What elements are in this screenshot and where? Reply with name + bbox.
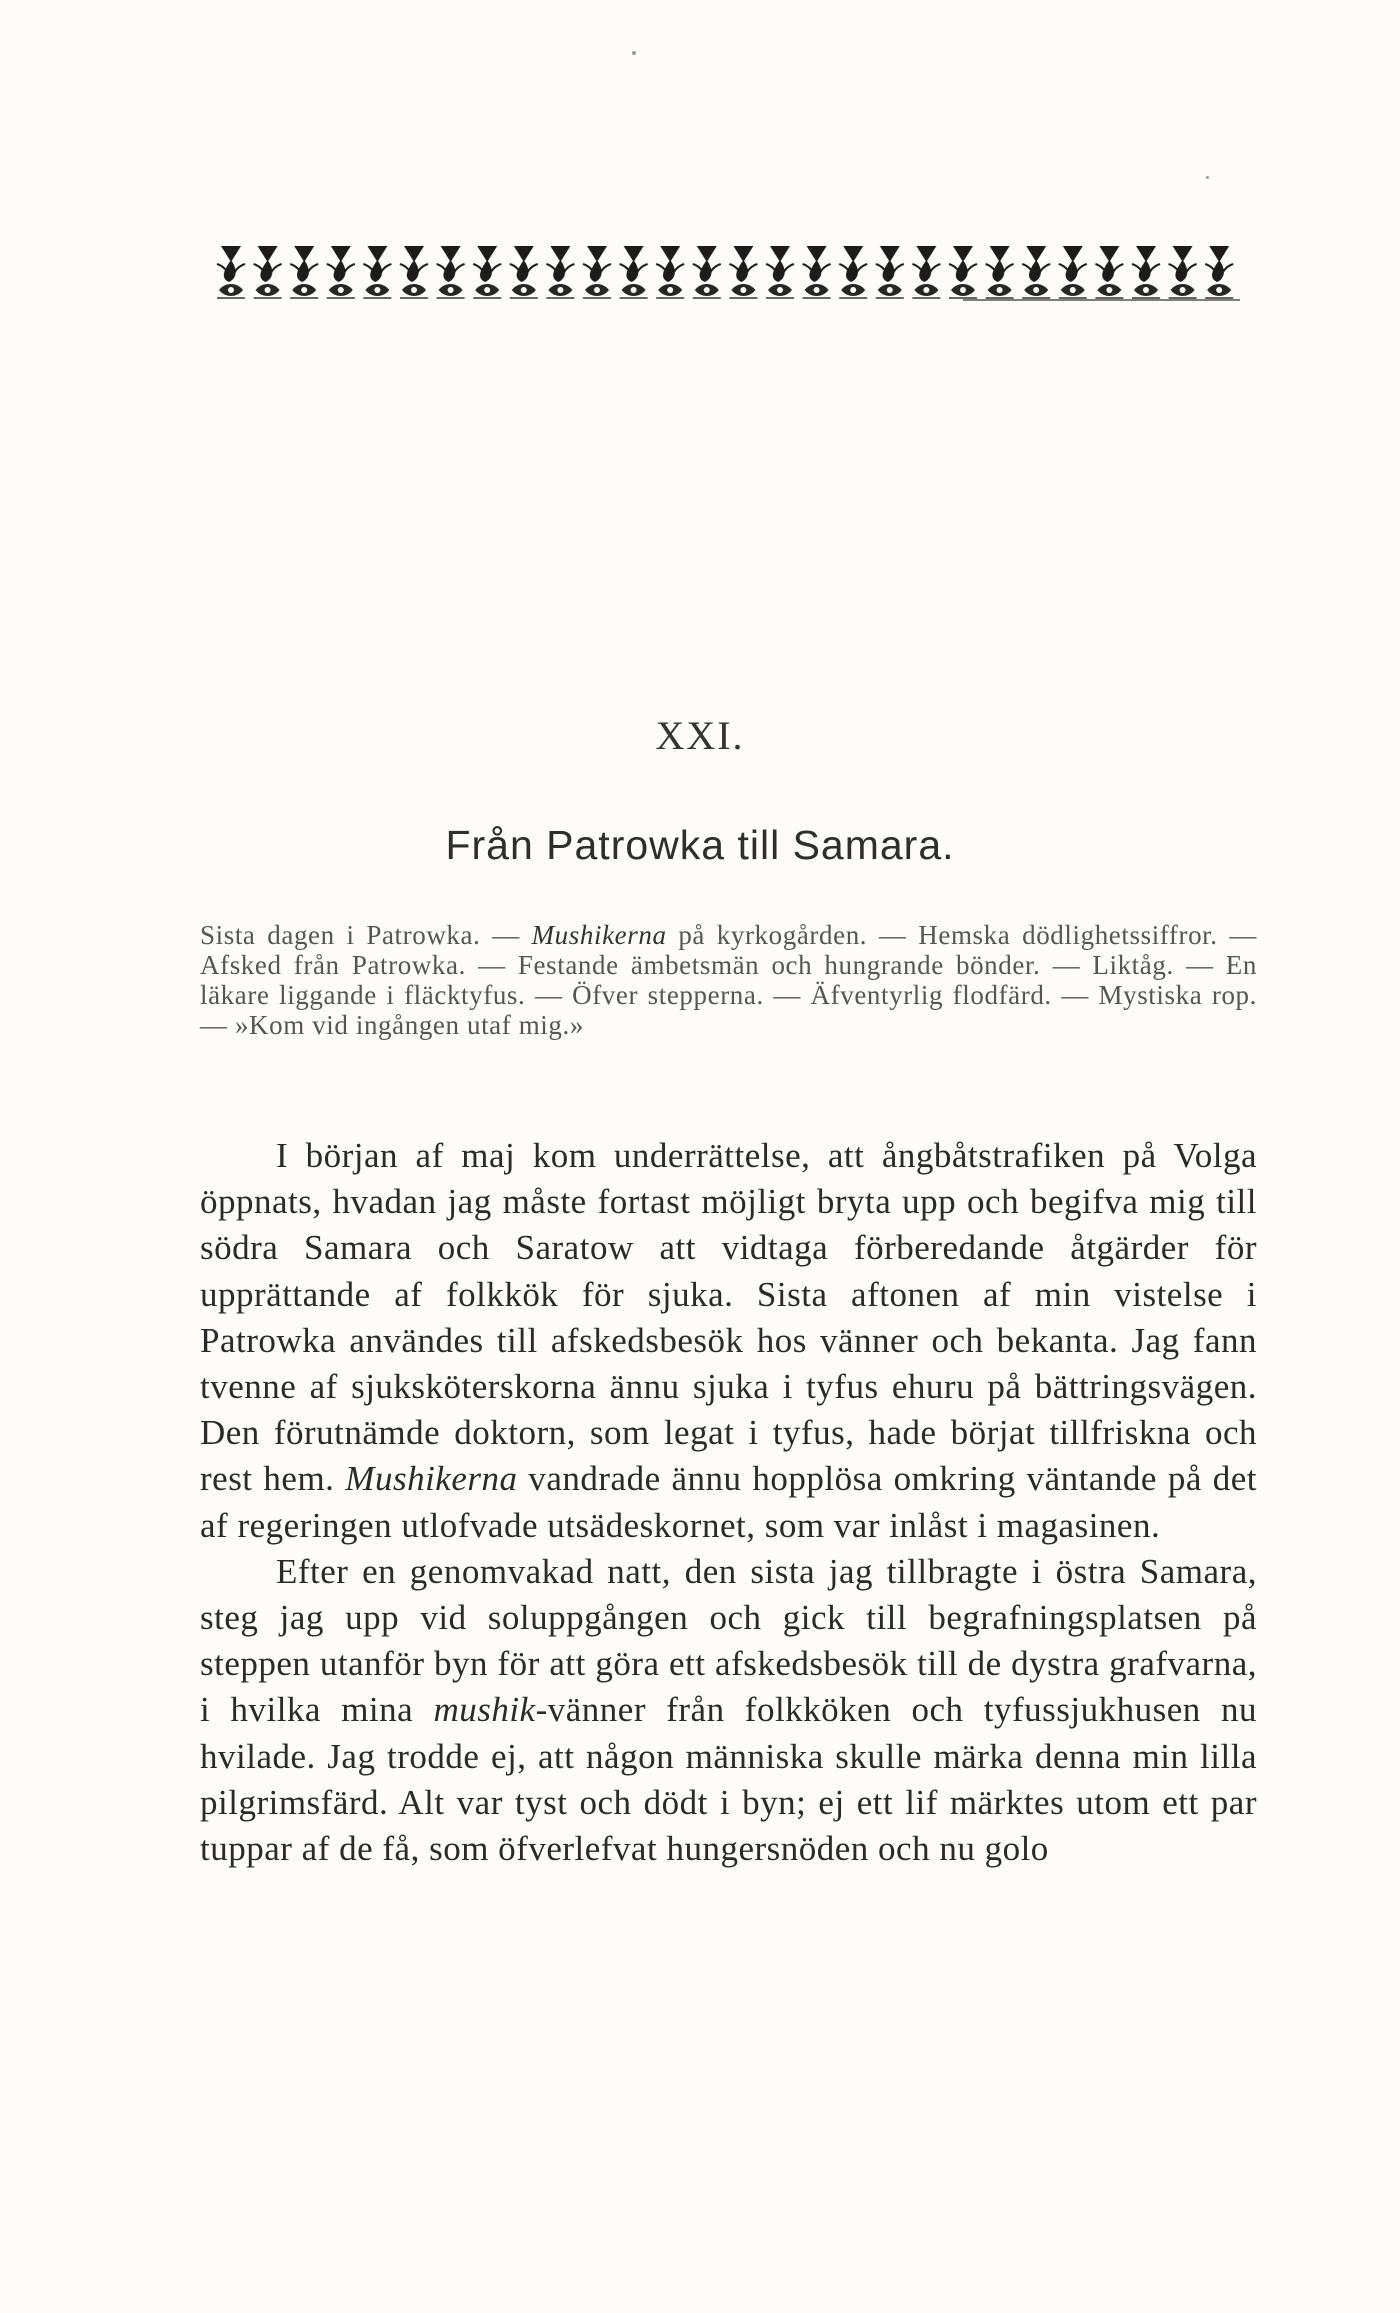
chapter-summary (200, 920, 1257, 1040)
summary-text: Sista dagen i Patrowka. — (200, 920, 532, 950)
print-speck (632, 51, 636, 55)
summary-italic-term: Mushikerna (531, 920, 667, 950)
chapter-number: XXI. (655, 713, 745, 758)
italic-term: mushik (433, 1690, 536, 1730)
italic-term: Mushikerna (345, 1459, 518, 1499)
paragraph-text: -vänner från folkköken och tyfussjukhusen nu hvilade. Jag trodde ej, att någon människa skulle märka denna min lilla pilgrimsfärd. Alt var tyst och dödt i byn; ej ett lif märktes utom ett par tuppar af de få, som öfverlefvat hungersnöden och nu golo (200, 1690, 1257, 1869)
print-speck (1206, 176, 1209, 179)
chapter-title: Från Patrowka till Samara. (445, 822, 955, 868)
paragraph (200, 1133, 1257, 1549)
summary-text: på kyrkogården. — Hemska dödlighetssiffror. — Afsked från Patrowka. — Festande ämbetsmän och hungrande bönder. — Liktåg. — En läkare liggande i fläcktyfus. — Öfver stepperna. — Äfventyrlig flodfärd. — Mystiska rop. — »Kom vid ingången utaf mig.» (200, 920, 1257, 1040)
body-text (200, 1133, 1257, 1872)
paragraph-text: vandrade ännu hopplösa omkring väntande på det af regeringen utlofvade utsädeskornet, som var inlåst i magasinen. (200, 1459, 1257, 1545)
paragraph-text: Efter en genomvakad natt, den sista jag tillbragte i östra Samara, steg jag upp vid soluppgången och gick till begrafningsplatsen på steppen utanför byn för att göra ett afskedsbesök till de dystra grafvarna, i hvilka mina (200, 1551, 1257, 1730)
paragraph-text: I början af maj kom underrättelse, att ångbåtstrafiken på Volga öppnats, hvadan jag måste fortast möjligt bryta upp och begifva mig till södra Samara och Saratow att vidtaga förberedande åtgärder för upprättande af folkkök för sjuka. Sista aftonen af min vistelse i Patrowka användes till afskedsbesök hos vänner och bekanta. Jag fann tvenne af sjuksköterskorna ännu sjuka i tyfus ehuru på bättringsvägen. Den förutnämde doktorn, som legat i tyfus, hade börjat tillfriskna och rest hem. (200, 1136, 1257, 1499)
paragraph (200, 1549, 1257, 1872)
decorative-leaf-border-icon (213, 240, 1240, 302)
